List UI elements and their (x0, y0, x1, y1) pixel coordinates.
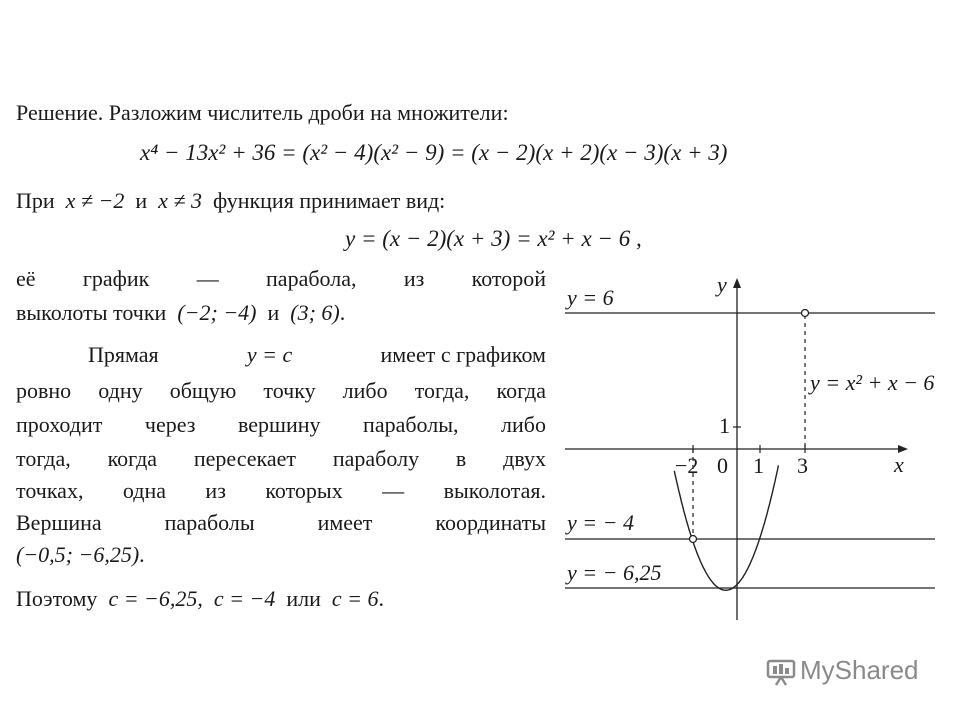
conclusion-line (16, 586, 384, 612)
answer-c2: c = −4 (213, 586, 276, 611)
function-formula: y = (x − 2)(x + 3) = x² + x − 6 , (345, 226, 642, 251)
condition-suffix: функция принимает вид: (212, 188, 446, 213)
paragraph1-line2 (16, 300, 345, 326)
answer-c3: c = 6 (331, 586, 379, 611)
line-eq-y-c: y = c (246, 342, 293, 367)
line-end-dot: . (339, 300, 346, 325)
label-y-6: y = 6 (567, 285, 614, 310)
hole-point-3 (802, 310, 809, 317)
paragraph2-line3: проходит через вершину параболы, либо (16, 412, 546, 437)
answer-dot: . (378, 586, 385, 611)
label-y-minus-4: y = − 4 (567, 510, 634, 535)
logo-text: MyShared (800, 655, 919, 685)
paragraph2-line6: Вершина параболы имеет координаты (16, 510, 546, 535)
vertex-dot: . (139, 542, 145, 567)
tick-label-minus-2: −2 (675, 453, 699, 478)
tick-label-y-one: 1 (719, 413, 730, 438)
paragraph2-line1 (88, 342, 546, 368)
paragraph2-line7 (16, 542, 145, 568)
tick-label-zero: 0 (717, 453, 728, 478)
paragraph2-line2: ровно одну общую точку либо тогда, когда (16, 378, 546, 403)
factorization-formula: x⁴ − 13x² + 36 = (x² − 4)(x² − 9) = (x − 2)(x + 2)(x − 3)(x + 3) (140, 140, 728, 165)
conclusion-therefore: Поэтому (16, 586, 98, 611)
line-has-common: имеет с графиком (380, 342, 546, 367)
line-word-straight: Прямая (88, 342, 159, 367)
label-y-minus-6-25: y = − 6,25 (567, 560, 662, 585)
vertex-coordinates: (−0,5; −6,25) (16, 542, 140, 567)
condition-line (16, 188, 445, 214)
parabola-graph (555, 262, 935, 622)
condition-and: и (135, 188, 148, 213)
paragraph1-line1: её график — парабола, из которой (16, 266, 546, 291)
paragraph2-line5: точках, одна из которых — выколотая. (16, 478, 546, 503)
parabola-curve (674, 465, 778, 590)
points-and: и (267, 300, 280, 325)
tick-label-three: 3 (797, 453, 808, 478)
punctured-points-text: выколоты точки (16, 300, 167, 325)
y-axis-arrow (733, 278, 741, 288)
tick-label-one: 1 (753, 453, 764, 478)
hole-point-2: (3; 6) (290, 300, 340, 325)
y-axis-label: y (717, 272, 727, 297)
answer-c1: c = −6,25 (108, 586, 198, 611)
condition-x-ne-3: x ≠ 3 (158, 188, 202, 213)
hole-point-minus-2 (690, 536, 697, 543)
x-axis-label: x (894, 452, 904, 477)
projector-icon (766, 658, 796, 686)
myshared-logo (766, 655, 919, 686)
answer-sep: , (197, 586, 203, 611)
solution-intro: Решение. Разложим числитель дроби на множители: (16, 100, 509, 125)
answer-or: или (286, 586, 321, 611)
paragraph2-line4: тогда, когда пересекает параболу в двух (16, 446, 546, 471)
condition-x-ne-m2: x ≠ −2 (65, 188, 125, 213)
parabola-label: y = x² + x − 6 (810, 370, 935, 395)
condition-prefix: При (16, 188, 55, 213)
hole-point-1: (−2; −4) (177, 300, 257, 325)
